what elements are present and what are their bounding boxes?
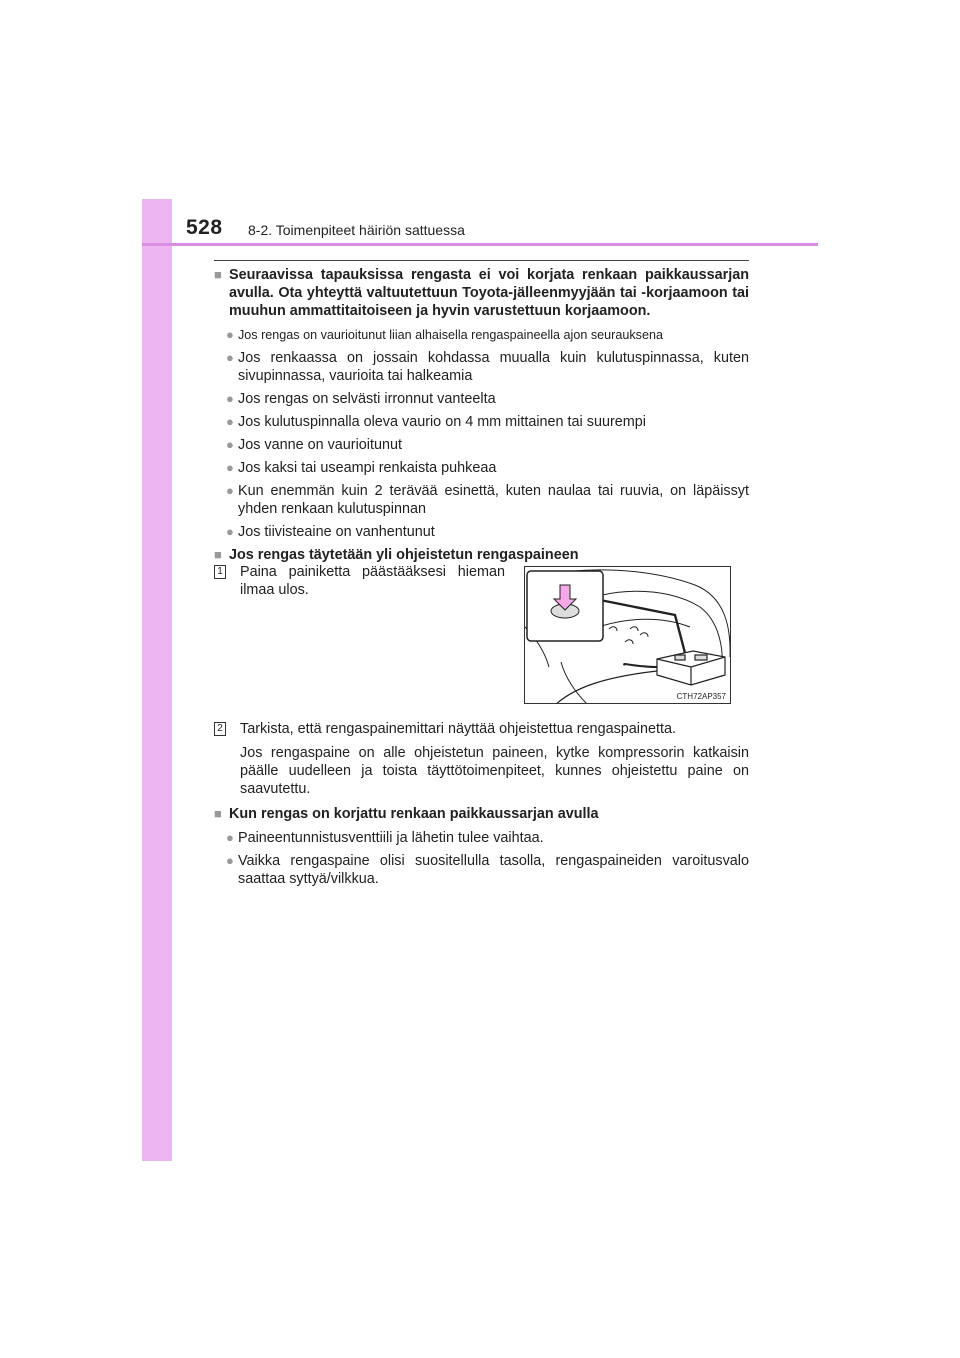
figure-code: CTH72AP357 — [676, 692, 726, 701]
list-item — [226, 829, 749, 847]
dot-bullet-icon: ● — [226, 437, 234, 452]
list-item — [226, 459, 749, 477]
step-2-note: Jos rengaspaine on alle ohjeistetun paineen, kytke kompressorin katkaisin päälle uudelleen ja toista täyttötoimenpiteet, kunnes ohjeistettu paine on saavutettu. — [240, 745, 749, 797]
header-rule — [142, 243, 818, 246]
dot-bullet-icon: ● — [226, 391, 234, 406]
section-after-repair — [214, 805, 749, 893]
section-heading — [214, 266, 749, 320]
heading-text: Kun rengas on korjattu renkaan paikkaussarjan avulla — [229, 806, 599, 822]
content-top-rule — [214, 260, 749, 261]
heading-text: Jos rengas täytetään yli ohjeistetun rengaspaineen — [229, 547, 579, 563]
section-cannot-repair — [214, 266, 749, 570]
square-bullet-icon: ■ — [214, 547, 222, 562]
section-title: 8-2. Toimenpiteet häiriön sattuessa — [248, 222, 465, 238]
list-item — [226, 413, 749, 431]
list-item-text: Paineentunnistusventtiili ja lähetin tulee vaihtaa. — [238, 830, 544, 846]
heading-text: Seuraavissa tapauksissa rengasta ei voi korjata renkaan paikkaussarjan avulla. Ota yhteyttä valtuutettuun Toyota-jälleenmyyjään tai -korjaamoon tai muuhun ammattitaitoiseen ja hyvin varustettuun korjaamoon. — [229, 267, 749, 319]
dot-bullet-icon: ● — [226, 414, 234, 429]
section-heading-after-repair — [214, 805, 749, 823]
list-item-text: Jos renkaassa on jossain kohdassa muualla kuin kulutuspinnassa, kuten sivupinnassa, vaurioita tai halkeamia — [238, 350, 749, 384]
square-bullet-icon: ■ — [214, 806, 222, 821]
dot-bullet-icon: ● — [226, 830, 234, 845]
dot-bullet-icon: ● — [226, 460, 234, 475]
list-item-text: Jos vanne on vaurioitunut — [238, 437, 403, 453]
page-number: 528 — [186, 216, 223, 239]
list-item — [226, 390, 749, 408]
dot-bullet-icon: ● — [226, 483, 234, 498]
step-2-text: Tarkista, että rengaspainemittari näyttää ohjeistettua rengaspainetta. — [240, 721, 676, 737]
list-item — [226, 523, 749, 541]
step-number-1: 1 — [214, 565, 226, 579]
list-item — [226, 349, 749, 385]
tire-compressor-drawing — [525, 567, 731, 704]
dot-bullet-icon: ● — [226, 524, 234, 539]
step-number-2: 2 — [214, 722, 226, 736]
list-item — [226, 326, 749, 344]
list-item — [226, 482, 749, 518]
list-item — [226, 852, 749, 888]
list-item-text: Jos kulutuspinnalla oleva vaurio on 4 mm mittainen tai suurempi — [238, 414, 646, 430]
list-item — [226, 436, 749, 454]
list-item-text: Kun enemmän kuin 2 terävää esinettä, kuten naulaa tai ruuvia, on läpäissyt yhden renkaan kulutuspinnan — [238, 483, 749, 517]
chapter-sidebar — [142, 199, 172, 1161]
dot-bullet-icon: ● — [226, 853, 234, 868]
compressor-illustration — [524, 566, 731, 704]
dot-bullet-icon: ● — [226, 350, 234, 365]
list-item-text: Jos rengas on vaurioitunut liian alhaisella rengaspaineella ajon seurauksena — [238, 328, 663, 342]
section-heading-overinflated — [214, 546, 749, 564]
dot-bullet-icon: ● — [226, 327, 234, 342]
list-item-text: Jos tiivisteaine on vanhentunut — [238, 524, 435, 540]
list-item-text: Jos kaksi tai useampi renkaista puhkeaa — [238, 460, 497, 476]
square-bullet-icon: ■ — [214, 267, 222, 282]
step-1-text: Paina painiketta päästääksesi hieman ilmaa ulos. — [240, 564, 505, 598]
list-item-text: Jos rengas on selvästi irronnut vanteelta — [238, 391, 496, 407]
step-2 — [240, 720, 749, 804]
list-item-text: Vaikka rengaspaine olisi suositellulla tasolla, rengaspaineiden varoitusvalo saattaa syttyä/vilkkua. — [238, 853, 749, 887]
